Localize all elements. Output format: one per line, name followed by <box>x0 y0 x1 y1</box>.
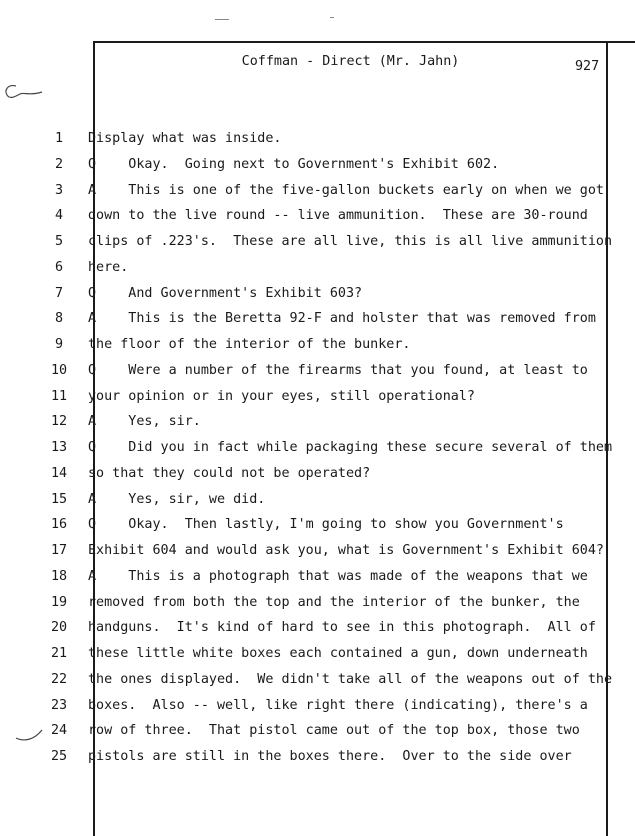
line-number: 25 <box>50 749 68 764</box>
line-number: 22 <box>50 671 68 687</box>
line-number: 17 <box>50 543 68 558</box>
line-number: 1 <box>54 131 64 146</box>
line-number: 13 <box>50 440 68 455</box>
line-number: 24 <box>50 723 68 739</box>
transcript-line <box>0 389 606 409</box>
transcript-line <box>0 492 606 512</box>
line-text: Q Were a number of the firearms that you found, at least to <box>88 362 588 378</box>
transcript-line <box>0 698 606 718</box>
line-text: removed from both the top and the interior of the bunker, the <box>88 594 580 610</box>
line-text: Q And Government's Exhibit 603? <box>88 285 363 301</box>
transcript-line <box>0 517 606 537</box>
transcript-line <box>0 311 606 331</box>
transcript-line <box>0 749 606 769</box>
line-text: Exhibit 604 and would ask you, what is Government's Exhibit 604? <box>88 543 604 558</box>
line-number: 18 <box>50 568 68 584</box>
line-text: A This is a photograph that was made of the weapons that we <box>88 568 588 584</box>
transcript-line <box>0 723 606 743</box>
transcript-line <box>0 131 606 151</box>
line-text: Q Okay. Going next to Government's Exhibit 602. <box>88 156 500 172</box>
line-text: Q Okay. Then lastly, I'm going to show you Government's <box>88 517 564 533</box>
transcript-line <box>0 363 606 383</box>
transcript-line <box>0 646 606 666</box>
scan-speck <box>215 19 229 20</box>
transcript-line <box>0 286 606 306</box>
line-text: so that they could not be operated? <box>88 465 371 481</box>
page-number: 927 <box>575 59 600 74</box>
transcript-line <box>0 440 613 460</box>
line-number: 23 <box>50 697 68 713</box>
transcript-line <box>0 234 613 254</box>
line-text: down to the live round -- live ammunition. These are 30-round <box>88 208 588 224</box>
line-number: 6 <box>54 259 64 275</box>
page-border-top <box>95 41 635 43</box>
transcript-line <box>0 157 606 177</box>
line-number: 21 <box>50 646 68 661</box>
scan-mark-icon <box>2 82 44 104</box>
line-number: 12 <box>50 414 68 430</box>
page-border-right <box>606 41 608 836</box>
line-text: here. <box>88 259 129 275</box>
line-number: 9 <box>54 337 64 352</box>
transcript-line <box>0 620 606 640</box>
transcript-line <box>0 543 606 563</box>
line-text: pistols are still in the boxes there. Over to the side over <box>88 749 572 764</box>
line-number: 19 <box>50 594 68 610</box>
line-text: boxes. Also -- well, like right there (indicating), there's a <box>88 697 588 713</box>
line-text: A Yes, sir, we did. <box>88 491 266 507</box>
line-text: A This is the Beretta 92-F and holster that was removed from <box>88 311 596 327</box>
line-text: these little white boxes each contained a gun, down underneath <box>88 646 588 661</box>
transcript-line <box>0 260 606 280</box>
page-header: Coffman - Direct (Mr. Jahn) <box>241 54 460 69</box>
line-number: 8 <box>54 311 64 327</box>
line-number: 3 <box>54 182 64 198</box>
line-text: Q Did you in fact while packaging these secure several of them <box>88 440 613 455</box>
line-number: 11 <box>50 388 68 404</box>
line-text: the ones displayed. We didn't take all of the weapons out of the <box>88 671 613 687</box>
line-text: the floor of the interior of the bunker. <box>88 337 411 352</box>
line-number: 7 <box>54 285 64 301</box>
line-number: 15 <box>50 491 68 507</box>
line-number: 5 <box>54 234 64 249</box>
line-text: row of three. That pistol came out of the top box, those two <box>88 723 580 739</box>
line-text: clips of .223's. These are all live, this is all live ammunition <box>88 234 613 249</box>
line-number: 16 <box>50 517 68 533</box>
transcript-line <box>0 414 606 434</box>
line-number: 14 <box>50 465 68 481</box>
line-text: A Yes, sir. <box>88 414 201 430</box>
transcript-line <box>0 208 606 228</box>
transcript-line <box>0 671 613 692</box>
transcript-line <box>0 466 606 486</box>
line-number: 4 <box>54 208 64 224</box>
line-text: A This is one of the five-gallon buckets early on when we got <box>88 182 604 198</box>
scan-speck <box>330 17 334 18</box>
transcript-line <box>0 569 606 589</box>
line-number: 2 <box>54 156 64 172</box>
line-number: 10 <box>50 362 68 378</box>
transcript-line <box>0 337 606 357</box>
line-text: Display what was inside. <box>88 131 282 146</box>
line-text: handguns. It's kind of hard to see in this photograph. All of <box>88 620 596 636</box>
line-number: 20 <box>50 620 68 636</box>
transcript-line <box>0 183 606 203</box>
transcript-line <box>0 595 606 615</box>
line-text: your opinion or in your eyes, still operational? <box>88 388 475 404</box>
